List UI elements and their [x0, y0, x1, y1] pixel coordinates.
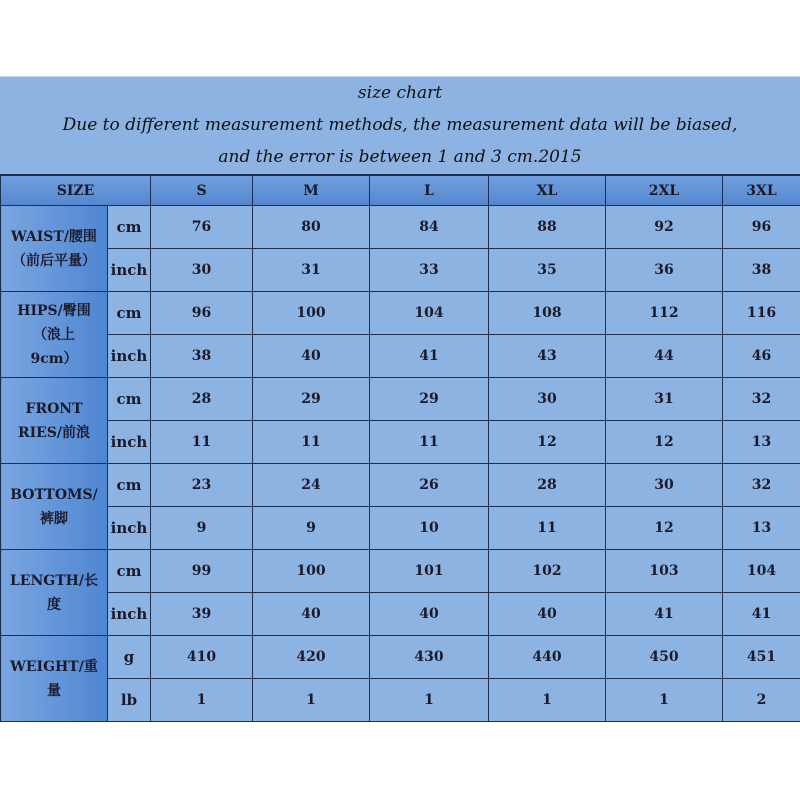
- value-cell: 13: [723, 421, 800, 464]
- size-table: [0, 174, 800, 722]
- value-cell: 40: [253, 335, 370, 378]
- value-cell: 32: [723, 378, 800, 421]
- measurement-label-line: （浪上: [33, 326, 75, 343]
- chart-title: size chart: [357, 83, 443, 103]
- value-cell: 30: [606, 464, 723, 507]
- size-column-header: 2XL: [606, 175, 723, 206]
- value-cell: 104: [723, 550, 800, 593]
- value-cell: 11: [489, 507, 606, 550]
- value-cell: 1: [370, 679, 489, 722]
- measurement-label: [1, 550, 108, 636]
- value-cell: 1: [151, 679, 253, 722]
- value-cell: 1: [606, 679, 723, 722]
- unit-cell: g: [108, 636, 151, 679]
- value-cell: 41: [723, 593, 800, 636]
- value-cell: 35: [489, 249, 606, 292]
- measurement-label-line: WEIGHT/重: [10, 658, 98, 675]
- unit-cell: inch: [108, 421, 151, 464]
- note-line-1: Due to different measurement methods, the measurement data will be biased,: [62, 115, 738, 135]
- table-row: [1, 378, 800, 421]
- value-cell: 29: [253, 378, 370, 421]
- unit-cell: inch: [108, 335, 151, 378]
- unit-cell: lb: [108, 679, 151, 722]
- measurement-label-line: RIES/前浪: [17, 424, 91, 441]
- value-cell: 39: [151, 593, 253, 636]
- unit-cell: cm: [108, 206, 151, 249]
- measurement-label: [1, 464, 108, 550]
- size-column-header: S: [151, 175, 253, 206]
- size-column-header: 3XL: [723, 175, 800, 206]
- measurement-label: [1, 206, 108, 292]
- value-cell: 32: [723, 464, 800, 507]
- value-cell: 103: [606, 550, 723, 593]
- value-cell: 116: [723, 292, 800, 335]
- value-cell: 100: [253, 550, 370, 593]
- value-cell: 96: [151, 292, 253, 335]
- value-cell: 100: [253, 292, 370, 335]
- measurement-label-line: 裤脚: [40, 510, 68, 527]
- note-line-2: and the error is between 1 and 3 cm.2015: [218, 147, 582, 167]
- unit-cell: cm: [108, 550, 151, 593]
- value-cell: 24: [253, 464, 370, 507]
- value-cell: 112: [606, 292, 723, 335]
- value-cell: 102: [489, 550, 606, 593]
- value-cell: 10: [370, 507, 489, 550]
- value-cell: 36: [606, 249, 723, 292]
- value-cell: 12: [606, 421, 723, 464]
- measurement-label-line: WAIST/腰围: [11, 228, 97, 245]
- value-cell: 41: [606, 593, 723, 636]
- value-cell: 96: [723, 206, 800, 249]
- unit-cell: inch: [108, 507, 151, 550]
- value-cell: 31: [253, 249, 370, 292]
- chart-header: [0, 76, 800, 174]
- value-cell: 9: [151, 507, 253, 550]
- table-row: [1, 679, 800, 722]
- unit-cell: cm: [108, 292, 151, 335]
- value-cell: 108: [489, 292, 606, 335]
- table-row: [1, 421, 800, 464]
- value-cell: 43: [489, 335, 606, 378]
- value-cell: 40: [489, 593, 606, 636]
- measurement-label: [1, 636, 108, 722]
- measurement-label-line: FRONT: [25, 400, 83, 417]
- value-cell: 451: [723, 636, 800, 679]
- value-cell: 26: [370, 464, 489, 507]
- value-cell: 44: [606, 335, 723, 378]
- value-cell: 28: [489, 464, 606, 507]
- value-cell: 420: [253, 636, 370, 679]
- unit-cell: inch: [108, 593, 151, 636]
- value-cell: 30: [489, 378, 606, 421]
- value-cell: 33: [370, 249, 489, 292]
- table-row: [1, 292, 800, 335]
- value-cell: 104: [370, 292, 489, 335]
- table-row: [1, 335, 800, 378]
- value-cell: 101: [370, 550, 489, 593]
- measurement-label-line: LENGTH/长: [9, 572, 99, 589]
- value-cell: 13: [723, 507, 800, 550]
- table-row: [1, 249, 800, 292]
- measurement-label-line: 量: [47, 682, 61, 699]
- table-row: [1, 464, 800, 507]
- value-cell: 440: [489, 636, 606, 679]
- value-cell: 9: [253, 507, 370, 550]
- unit-cell: inch: [108, 249, 151, 292]
- value-cell: 88: [489, 206, 606, 249]
- value-cell: 29: [370, 378, 489, 421]
- size-column-header: M: [253, 175, 370, 206]
- value-cell: 450: [606, 636, 723, 679]
- value-cell: 76: [151, 206, 253, 249]
- value-cell: 40: [253, 593, 370, 636]
- value-cell: 31: [606, 378, 723, 421]
- measurement-label-line: 9cm）: [30, 350, 78, 367]
- size-header: SIZE: [1, 175, 151, 206]
- value-cell: 99: [151, 550, 253, 593]
- value-cell: 430: [370, 636, 489, 679]
- value-cell: 2: [723, 679, 800, 722]
- table-row: [1, 206, 800, 249]
- value-cell: 38: [151, 335, 253, 378]
- value-cell: 46: [723, 335, 800, 378]
- table-row: [1, 593, 800, 636]
- measurement-label-line: HIPS/臀围: [17, 302, 91, 319]
- table-row: [1, 507, 800, 550]
- measurement-label: [1, 378, 108, 464]
- value-cell: 84: [370, 206, 489, 249]
- value-cell: 28: [151, 378, 253, 421]
- unit-cell: cm: [108, 378, 151, 421]
- value-cell: 38: [723, 249, 800, 292]
- size-column-header: XL: [489, 175, 606, 206]
- measurement-label-line: （前后平量）: [12, 252, 96, 269]
- measurement-label-line: 度: [47, 596, 61, 613]
- value-cell: 12: [606, 507, 723, 550]
- value-cell: 80: [253, 206, 370, 249]
- value-cell: 11: [370, 421, 489, 464]
- table-row: [1, 550, 800, 593]
- value-cell: 1: [253, 679, 370, 722]
- value-cell: 30: [151, 249, 253, 292]
- unit-cell: cm: [108, 464, 151, 507]
- size-chart: [0, 76, 800, 722]
- value-cell: 1: [489, 679, 606, 722]
- value-cell: 11: [253, 421, 370, 464]
- value-cell: 12: [489, 421, 606, 464]
- value-cell: 23: [151, 464, 253, 507]
- value-cell: 40: [370, 593, 489, 636]
- table-row: [1, 636, 800, 679]
- size-column-header: L: [370, 175, 489, 206]
- value-cell: 11: [151, 421, 253, 464]
- measurement-label-line: BOTTOMS/: [10, 486, 98, 503]
- measurement-label: [1, 292, 108, 378]
- value-cell: 92: [606, 206, 723, 249]
- header-row: [1, 175, 800, 206]
- value-cell: 410: [151, 636, 253, 679]
- value-cell: 41: [370, 335, 489, 378]
